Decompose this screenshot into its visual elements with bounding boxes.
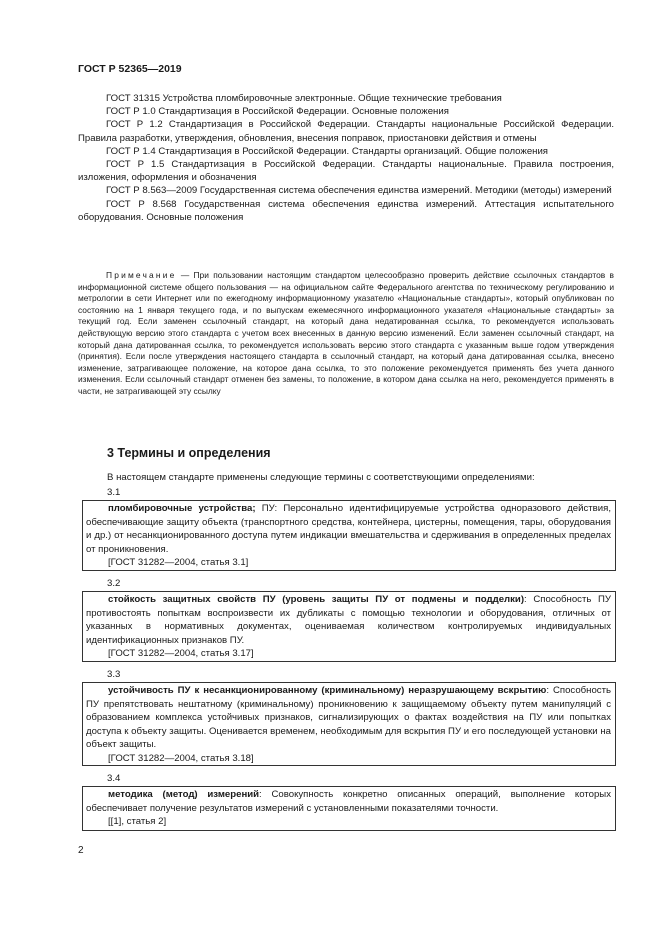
document-header: ГОСТ Р 52365—2019: [78, 63, 182, 75]
references-list: [78, 92, 614, 224]
note-paragraph: [78, 270, 614, 398]
reference-item: ГОСТ Р 1.5 Стандартизация в Российской Федерации. Стандарты национальные. Правила построения, изложения, оформления и обозначения: [78, 159, 614, 184]
term-definition: : Способность ПУ противостоять попыткам воспроизвести их дубликаты с помощью технологии и оборудования, отличных от указанных в нормативных документах, оцениваемая количеством контролируемых индивидуальных идентификационных признаков ПУ.: [86, 594, 611, 646]
term-definition: : Способность ПУ препятствовать нештатному (криминальному) проникновению к защищаемому объекту путем манипуляций с образованием комплекса устойчивых признаков, сигнализирующих о фактах воздействия на ПУ или попытках доступа к объекту защиты. Оценивается временем, необходимым для вскрытия ПУ и его последующей установки на объект защиты.: [86, 685, 611, 751]
term-definition: : Совокупность конкретно описанных операций, выполнение которых обеспечивает получение результатов измерений с установленными показателями точности.: [86, 789, 611, 814]
term-name: пломбировочные устройства;: [108, 503, 256, 514]
term-number: 3.2: [107, 578, 121, 589]
term-box: [82, 786, 616, 831]
reference-item: ГОСТ Р 1.0 Стандартизация в Российской Федерации. Основные положения: [106, 106, 449, 118]
term-name: устойчивость ПУ к несанкционированному (криминальному) неразрушающему вскрытию: [108, 685, 547, 696]
term-name: стойкость защитных свойств ПУ (уровень защиты ПУ от подмены и подделки): [108, 594, 525, 605]
reference-item: ГОСТ Р 1.4 Стандартизация в Российской Федерации. Стандарты организаций. Общие положения: [106, 145, 549, 157]
term-definition: ПУ: Персонально идентифицируемые устройства одноразового действия, обеспечивающие защиту объекта (транспортного средства, контейнера, цистерны, помещения, тары, оборудования и др.) от несанкционированного доступа путем индикации вмешательства и сдерживания в определенных пределах от проникновения.: [86, 503, 611, 555]
term-box: [82, 682, 616, 766]
term-source: [[1], статья 2]: [108, 816, 167, 828]
term-box: [82, 500, 616, 571]
term-source: [ГОСТ 31282—2004, статья 3.1]: [108, 557, 249, 569]
note-label: Примечание: [106, 270, 177, 280]
reference-item: ГОСТ Р 1.2 Стандартизация в Российской Федерации. Стандарты национальные Российской Федерации. Правила разработки, утверждения, обновления, внесения поправок, приостановки действия и отмены: [78, 119, 614, 144]
term-source: [ГОСТ 31282—2004, статья 3.18]: [108, 752, 254, 764]
note-text: — При пользовании настоящим стандартом целесообразно проверить действие ссылочных стандартов в информационной системе общего пользования — на официальном сайте Федерального агентства по техническому регулированию и метрологии в сети Интернет или по ежегодному информационному указателю «Национальные стандарты», который опубликован по состоянию на 1 января текущего года, и по выпускам ежемесячного информационного указателя «Национальные стандарты» за текущий год. Если заменен ссылочный стандарт, на который дана недатированная ссылка, то рекомендуется использовать действующую версию этого стандарта с учетом всех внесенных в данную версию изменений. Если заменен ссылочный стандарт, на который дана датированная ссылка, то рекомендуется использовать версию этого стандарта с указанным выше годом утверждения (принятия). Если после утверждения настоящего стандарта в ссылочный стандарт, на который дана датированная ссылка, внесено изменение, затрагивающее положение, на которое дана ссылка, то это положение рекомендуется применять без учета данного изменения. Если ссылочный стандарт отменен без замены, то положение, в котором дана ссылка на него, рекомендуется применять в части, не затрагивающей эту ссылку: [78, 270, 614, 396]
term-name: методика (метод) измерений: [108, 789, 260, 800]
reference-item: ГОСТ Р 8.563—2009 Государственная система обеспечения единства измерений. Методики (методы) измерений: [106, 185, 612, 197]
section-intro: В настоящем стандарте применены следующие термины с соответствующими определениями:: [107, 472, 535, 483]
term-number: 3.4: [107, 773, 121, 784]
term-source: [ГОСТ 31282—2004, статья 3.17]: [108, 648, 254, 660]
term-box: [82, 591, 616, 662]
term-number: 3.1: [107, 487, 121, 498]
reference-item: ГОСТ 31315 Устройства пломбировочные электронные. Общие технические требования: [106, 93, 502, 104]
page-number: 2: [78, 845, 84, 856]
term-number: 3.3: [107, 669, 121, 680]
section-title: 3 Термины и определения: [107, 446, 271, 460]
reference-item: ГОСТ Р 8.568 Государственная система обеспечения единства измерений. Аттестация испытательного оборудования. Основные положения: [78, 198, 614, 223]
